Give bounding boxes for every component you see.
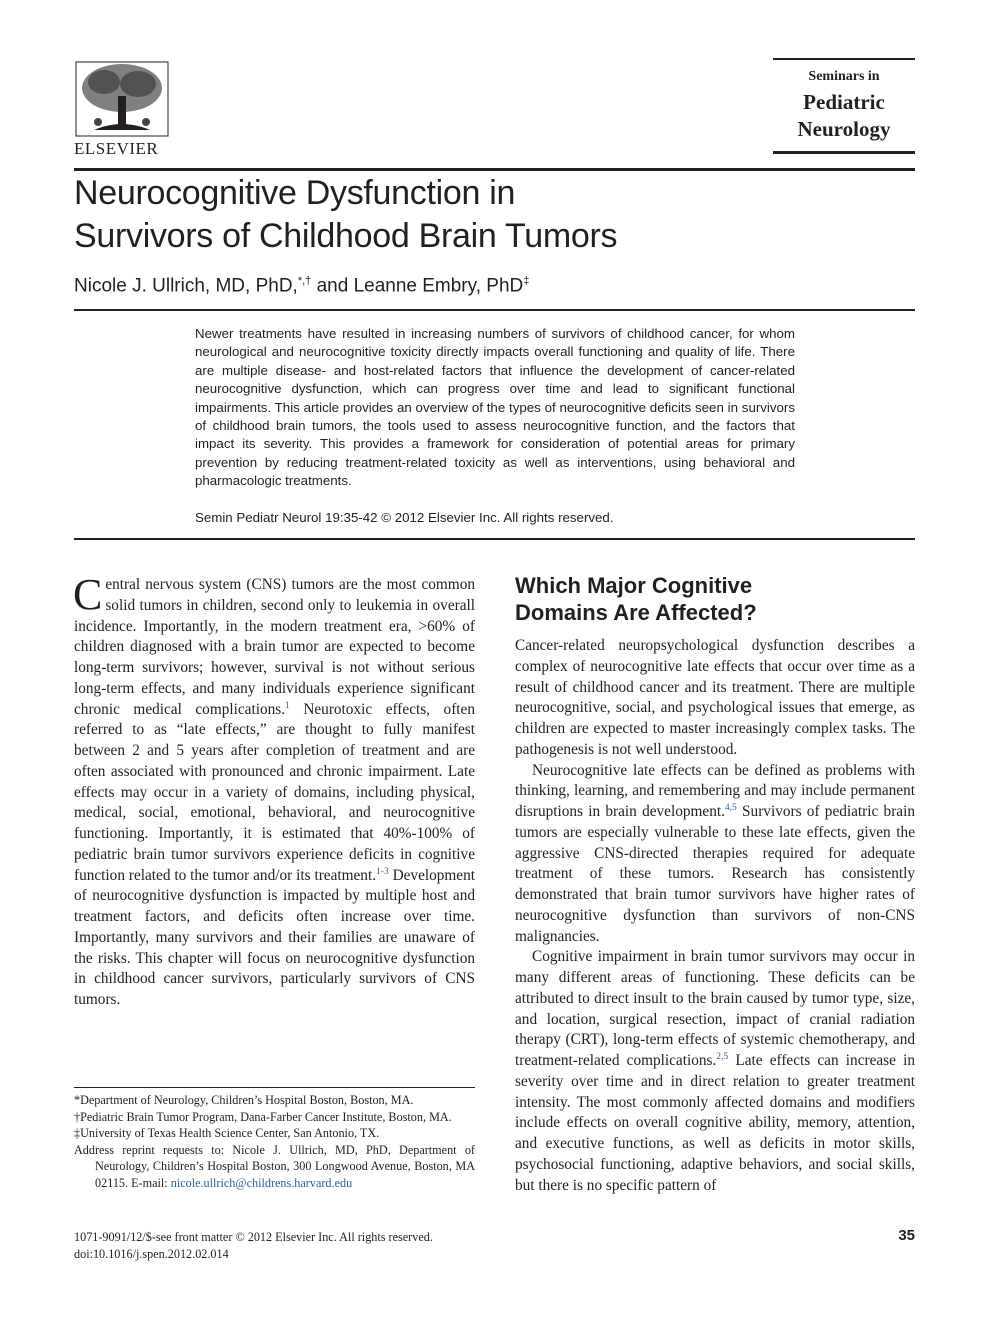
author-2: Leanne Embry, PhD xyxy=(353,275,524,297)
abstract-text: Newer treatments have resulted in increasing numbers of survivors of childhood cancer, for whom neurological and neurocognitive toxicity directly impacts overall functioning and quality of life. There are multiple disease- and host-related factors that influence the development of cancer-related neurocognitive dysfunction, which can progress over time and lead to significant functional impairments. This article provides an overview of the types of neurocognitive deficits seen in survivors of childhood brain tumors, the tools used to assess neurocognitive function, and the factors that impact its severity. This provides a framework for consideration of potential areas for primary prevention by reducing treatment-related toxicity as well as interventions, using behavioral and pharmacologic treatments. xyxy=(195,326,795,489)
footnote-affiliation-1: *Department of Neurology, Children’s Hospital Boston, Boston, MA. xyxy=(74,1093,414,1107)
title-line-2: Survivors of Childhood Brain Tumors xyxy=(74,217,618,255)
reprint-address-text: Address reprint requests to: Nicole J. Ullrich, MD, PhD, Department of Neurology, Children’s Hospital Boston, 300 Longwood Avenue, Boston, MA 02115. E-mail: xyxy=(74,1142,475,1190)
title-line-1: Neurocognitive Dysfunction in xyxy=(74,174,516,212)
journal-line-3: Neurology xyxy=(797,117,891,141)
doi-line[interactable]: doi:10.1016/j.spen.2012.02.014 xyxy=(74,1246,229,1261)
author-join: and xyxy=(311,275,354,297)
abstract-top-rule xyxy=(74,309,915,311)
intro-text-b: Neurotoxic effects, often referred to as “late effects,” are thought to fully manifest between 2 and 5 years after completion of treatment and are often associated with pronounced and chronic impairment. Late effects may occur in a variety of domains, including physical, medical, social, emotional, behavioral, and neurocognitive functioning. Importantly, it is estimated that 40%-100% of pediatric brain tumor survivors experience deficits in cognitive function related to the tumor and/or its treatment. xyxy=(74,700,475,884)
intro-paragraph xyxy=(73,570,475,1011)
abstract-citation: Semin Pediatr Neurol 19:35-42 © 2012 Elsevier Inc. All rights reserved. xyxy=(195,510,614,525)
author-1: Nicole J. Ullrich, MD, PhD, xyxy=(74,275,298,297)
author-1-affiliation-marks: *,† xyxy=(297,275,312,287)
intro-column xyxy=(73,570,475,1011)
journal-line-2: Pediatric xyxy=(803,90,885,114)
email-link[interactable]: nicole.ullrich@childrens.harvard.edu xyxy=(170,1175,353,1190)
reference-link[interactable]: 2,5 xyxy=(716,1052,729,1062)
reference-link[interactable]: 4,5 xyxy=(724,803,737,813)
author-2-affiliation-mark: ‡ xyxy=(523,275,530,287)
section-p2-text-a: Neurocognitive late effects can be defined as problems with thinking, learning, and remembering and may include permanent disruptions in brain development. xyxy=(515,761,915,820)
section-heading xyxy=(515,572,915,626)
reference-link[interactable]: 1-3 xyxy=(376,866,389,877)
intro-text-c: Development of neurocognitive dysfunction is impacted by multiple host and treatment factors, and deficits often increase over time. Importantly, many survivors and their families are unaware of the risks. This chapter will focus on neurocognitive dysfunction in childhood cancer survivors, particularly survivors of CNS tumors. xyxy=(74,866,475,1008)
journal-bottom-rule xyxy=(773,151,915,154)
section-p3-text-b: Late effects can increase in severity over time and in direct relation to greater treatment intensity. The most commonly affected domains and modifiers include effects on overall cognitive ability, memory, attention, and executive functions, as well as deficits in motor skills, psychosocial functioning, adaptive behaviors, and social skills, but there is no specific pattern of xyxy=(515,1052,915,1194)
section-paragraph-2 xyxy=(515,761,915,948)
journal-name xyxy=(773,66,915,142)
footnote-reprint-address xyxy=(74,1142,475,1192)
author-line xyxy=(74,266,774,301)
article-title xyxy=(74,172,774,258)
abstract-bottom-rule xyxy=(74,538,915,540)
section-p2-text-b: Survivors of pediatric brain tumors are especially vulnerable to these late effects, given the aggressive CNS-directed therapies required for adequate treatment of these tumors. Research has consistently demonstrated that brain tumor survivors have higher rates of neurocognitive dysfunction than survivors of non-CNS malignancies. xyxy=(515,803,915,945)
section-heading-line-2: Domains Are Affected? xyxy=(515,600,757,625)
section-column xyxy=(515,636,915,1196)
footnotes xyxy=(74,1092,475,1192)
reference-link[interactable]: 1 xyxy=(285,700,290,711)
page-number: 35 xyxy=(898,1227,915,1244)
footnote-rule xyxy=(74,1087,475,1088)
section-heading-line-1: Which Major Cognitive xyxy=(515,573,753,598)
journal-line-1: Seminars in xyxy=(808,69,880,84)
copyright-block xyxy=(74,1229,494,1262)
copyright-line: 1071-9091/12/$-see front matter © 2012 Elsevier Inc. All rights reserved. xyxy=(74,1230,433,1244)
journal-top-rule xyxy=(773,58,915,60)
publisher-name: ELSEVIER xyxy=(74,139,159,158)
intro-text-a: entral nervous system (CNS) tumors are the most common solid tumors in children, second only to leukemia in overall incidence. Importantly, in the modern treatment era, >60% of children diagnosed with a brain tumor are expected to become long-term survivors; however, survival is not without serious long-term effects, and many individuals experience significant chronic medical complications. xyxy=(74,576,475,718)
header-rule xyxy=(74,168,915,171)
footnote-affiliation-2: †Pediatric Brain Tumor Program, Dana-Farber Cancer Institute, Boston, MA. xyxy=(74,1109,452,1124)
footnote-affiliation-3: ‡University of Texas Health Science Center, San Antonio, TX. xyxy=(74,1126,380,1141)
elsevier-tree-icon xyxy=(74,60,170,140)
drop-cap: C xyxy=(73,570,103,619)
section-paragraph-3 xyxy=(515,947,915,1196)
section-p3-text-a: Cognitive impairment in brain tumor survivors may occur in many different areas of functioning. These deficits can be attributed to direct insult to the brain caused by tumor type, size, and location, surgical resection, impact of cranial radiation therapy (CRT), long-term effects of systemic chemotherapy, and treatment-related complications. xyxy=(515,948,915,1069)
section-paragraph-1: Cancer-related neuropsychological dysfunction describes a complex of neurocognitive late effects that occur over time as a result of childhood cancer and its treatment. There are multiple neurocognitive, social, and psychological issues that emerge, as children are expected to master increasingly complex tasks. The pathogenesis is not well understood. xyxy=(515,637,915,758)
